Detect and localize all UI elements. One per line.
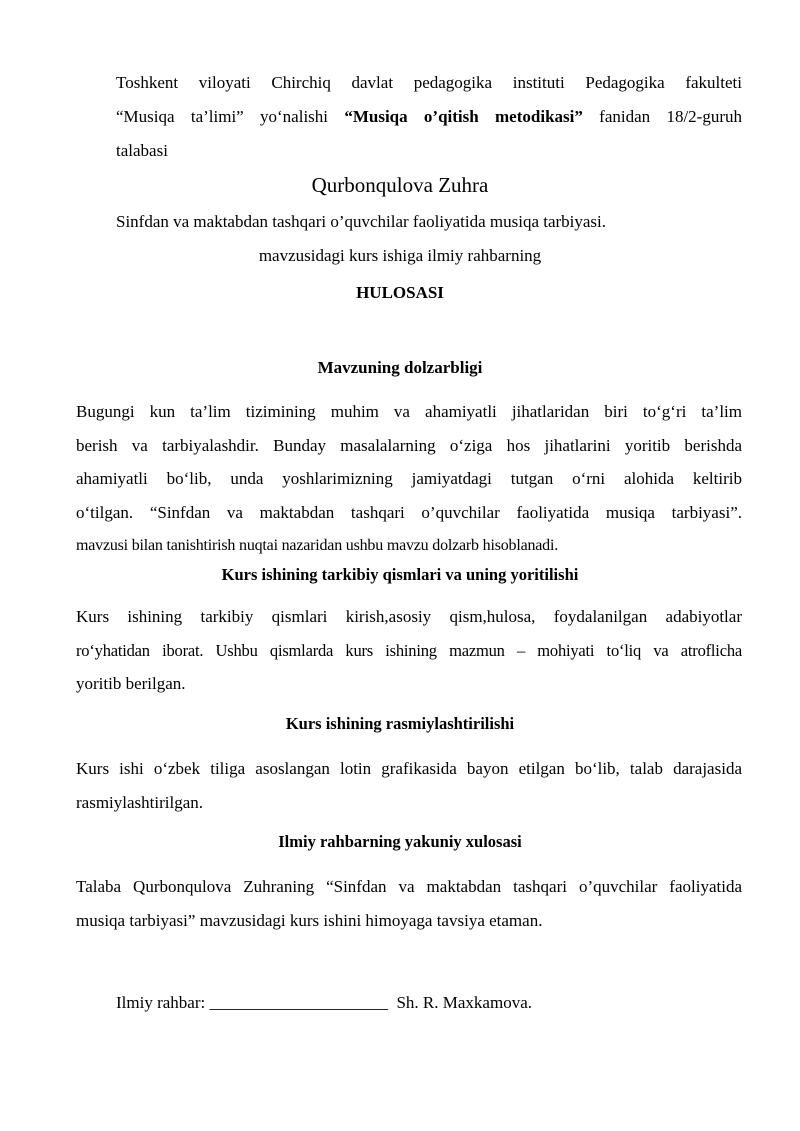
paragraph-line: Talaba Qurbonqulova Zuhraning “Sinfdan va maktabdan tashqari o’quvchilar faoliyatida bbox=[76, 877, 742, 896]
document-title: HULOSASI bbox=[356, 283, 444, 302]
section-heading-formatting: Kurs ishining rasmiylashtirilishi bbox=[285, 714, 515, 733]
signature-line bbox=[116, 993, 532, 1013]
section-body-formatting bbox=[76, 752, 742, 819]
supervisor-name: Sh. R. Maxkamova. bbox=[396, 993, 532, 1012]
subtitle: mavzusidagi kurs ishiga ilmiy rahbarning bbox=[258, 246, 542, 265]
section-body-structure bbox=[76, 600, 742, 701]
header-line-2 bbox=[116, 100, 742, 134]
student-name: Qurbonqulova Zuhra bbox=[311, 173, 489, 197]
paragraph-line: ahamiyatli bo‘lib, unda yoshlarimizning jamiyatdagi tutgan o‘rni alohida keltirib bbox=[76, 469, 742, 488]
header-line-2-post: fanidan 18/2-guruh bbox=[582, 107, 743, 126]
topic-line: Sinfdan va maktabdan tashqari o’quvchilar faoliyatida musiqa tarbiyasi. bbox=[116, 212, 607, 231]
paragraph-line: Bugungi kun ta’lim tizimining muhim va ahamiyatli jihatlaridan biri to‘g‘ri ta’lim bbox=[76, 402, 742, 421]
course-name: “Musiqa o’qitish metodikasi” bbox=[344, 107, 583, 126]
section-heading-conclusion: Ilmiy rahbarning yakuniy xulosasi bbox=[278, 832, 522, 851]
header-line-1: Toshkent viloyati Chirchiq davlat pedagogika instituti Pedagogika fakulteti bbox=[116, 73, 742, 92]
paragraph-line: yoritib berilgan. bbox=[76, 674, 186, 693]
paragraph-line: berish va tarbiyalashdir. Bunday masalalarning o‘ziga hos jihatlarini yoritib berishda bbox=[76, 435, 742, 455]
section-body-relevance bbox=[76, 395, 742, 563]
paragraph-line: o‘tilgan. “Sinfdan va maktabdan tashqari o’quvchilar faoliyatida musiqa tarbiyasi”. bbox=[76, 502, 742, 522]
header-line-3: talabasi bbox=[116, 141, 168, 160]
section-heading-structure: Kurs ishining tarkibiy qismlari va uning yoritilishi bbox=[221, 565, 579, 584]
paragraph-line: musiqa tarbiyasi” mavzusidagi kurs ishini himoyaga tavsiya etaman. bbox=[76, 910, 543, 930]
paragraph-line: mavzusi bilan tanishtirish nuqtai nazaridan ushbu mavzu dolzarb hisoblanadi. bbox=[76, 537, 559, 554]
header-line-2-pre: “Musiqa ta’limi” yo‘nalishi bbox=[116, 107, 345, 126]
paragraph-line: ro‘yhatidan iborat. Ushbu qismlarda kurs ishining mazmun – mohiyati to‘liq va atroflicha bbox=[76, 640, 742, 660]
paragraph-line: Kurs ishi o‘zbek tiliga asoslangan lotin grafikasida bayon etilgan bo‘lib, talab darajasida bbox=[76, 759, 742, 778]
signature-label: Ilmiy rahbar: bbox=[116, 993, 206, 1012]
header-block bbox=[116, 66, 742, 168]
signature-blank: _____________________ bbox=[209, 993, 388, 1012]
paragraph-line: rasmiylashtirilgan. bbox=[76, 792, 204, 812]
paragraph-line: Kurs ishining tarkibiy qismlari kirish,asosiy qism,hulosa, foydalanilgan adabiyotlar bbox=[76, 607, 742, 626]
section-body-conclusion bbox=[76, 870, 742, 937]
section-heading-relevance: Mavzuning dolzarbligi bbox=[317, 358, 483, 377]
